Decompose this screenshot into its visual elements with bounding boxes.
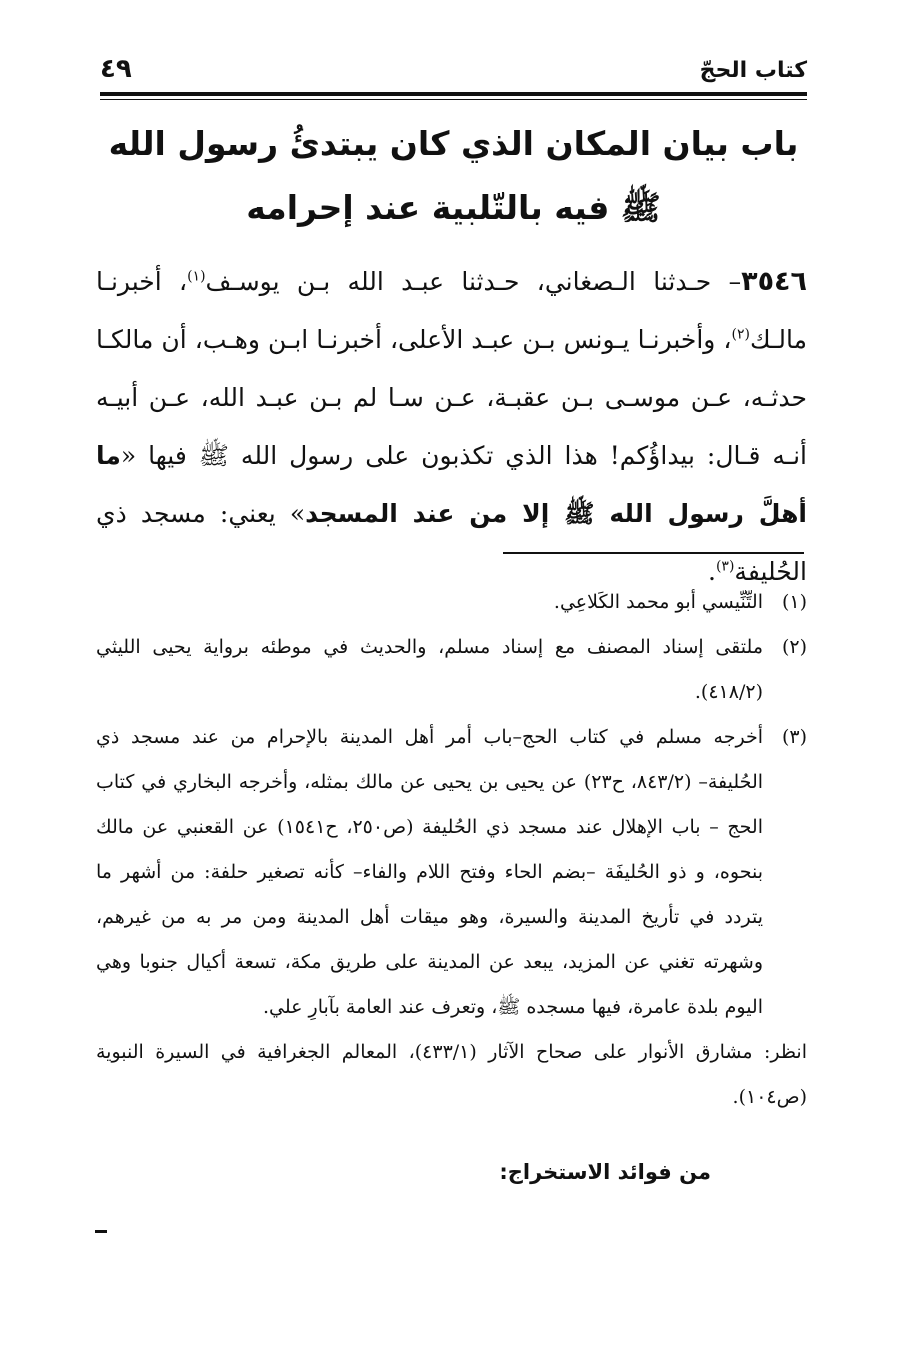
see-also-note: انظر: مشارق الأنوار على صحاح الآثار (٤٣٣/١)، المعالم الجغرافية في السيرة النبوية (ص١٠٤). [96,1041,807,1108]
footnote-ref-2: (٢) [731,326,750,343]
footnote-marker: (٣) [781,726,807,748]
footnote-1 [96,580,807,625]
footnote-text: ملتقى إسناد المصنف مع إسناد مسلم، والحديث في موطئه برواية يحيى الليثي (٤١٨/٢). [96,636,763,703]
footnote-2 [96,625,807,715]
running-title: كتاب الحجّ [699,58,807,83]
hadith-text: ، وأخبرنـا يـونس بـن عبـد الأعلى، أخبرنـا ابـن وهـب، أن مالكـا حدثـه، عـن موسـى بـن عقبـة، عـن سـا لم بـن عبـد الله، عـن أبيـه أنـه قـال: بيداؤُكم! هذا الذي تكذبون على رسول الله ﷺ فيها « [96,325,807,470]
hadith-text: ، أخبرنـا مالـك [96,267,807,354]
header-rule-thick [100,92,807,96]
page-number: ٤٩ [100,54,132,84]
hadith-number: ٣٥٤٦ [741,266,808,297]
footnotes [96,580,807,1120]
hadith-text: » يعني: مسجد ذي الحُليفة [96,499,807,586]
hadith-text: – حـدثنا الـصغاني، حـدثنا عبـد الله بـن يوسـف [205,267,742,296]
page-header [100,52,807,92]
footnote-ref-3: (٣) [715,558,735,575]
footnote-separator [503,552,804,554]
footnote-marker: (٢) [781,636,807,658]
page-end-mark [95,1230,107,1233]
footnote-text: التِّنِّيسي أبو محمد الكَلاعِي. [553,591,763,613]
header-rule-thin [100,99,807,100]
hadith-quote: ما أهلَّ رسول الله ﷺ إلا من عند المسجد [96,441,807,528]
footnote-3 [96,715,807,1030]
hadith-text: . [708,557,716,586]
footnote-ref-1: (١) [187,268,206,285]
footnote-marker: (١) [781,591,807,613]
benefits-heading: من فوائد الاستخراج: [499,1160,711,1184]
footnote-text: أخرجه مسلم في كتاب الحج–باب أمر أهل المدينة بالإحرام من عند مسجد ذي الحُليفة– (٨٤٣/٢، ح٢٣) عن يحيى بن يحيى عن مالك بمثله، وأخرجه البخاري في كتاب الحج – باب الإهلال عند مسجد ذي الحُليفة (ص٢٥٠، ح١٥٤١) عن القعنبي عن مالك بنحوه، و ذو الحُليفَة –بضم الحاء وفتح اللام والفاء– كأنه تصغير حلفة: من أشهر ما يتردد في تأريخ المدينة والسيرة، وهو ميقات أهل المدينة ومن مر به من غيرهم، وشهرته تغني عن المزيد، يبعد عن المدينة على طريق مكة، تسعة أكيال جنوبا وهي اليوم بلدة عامرة، فيها مسجده ﷺ، وتعرف عند العامة بآبارِ علي. [96,726,764,1018]
hadith-paragraph [96,253,807,601]
chapter-title: باب بيان المكان الذي كان يبتدئُ رسول الله ﷺ فيه بالتّلبية عند إحرامه [108,124,799,227]
